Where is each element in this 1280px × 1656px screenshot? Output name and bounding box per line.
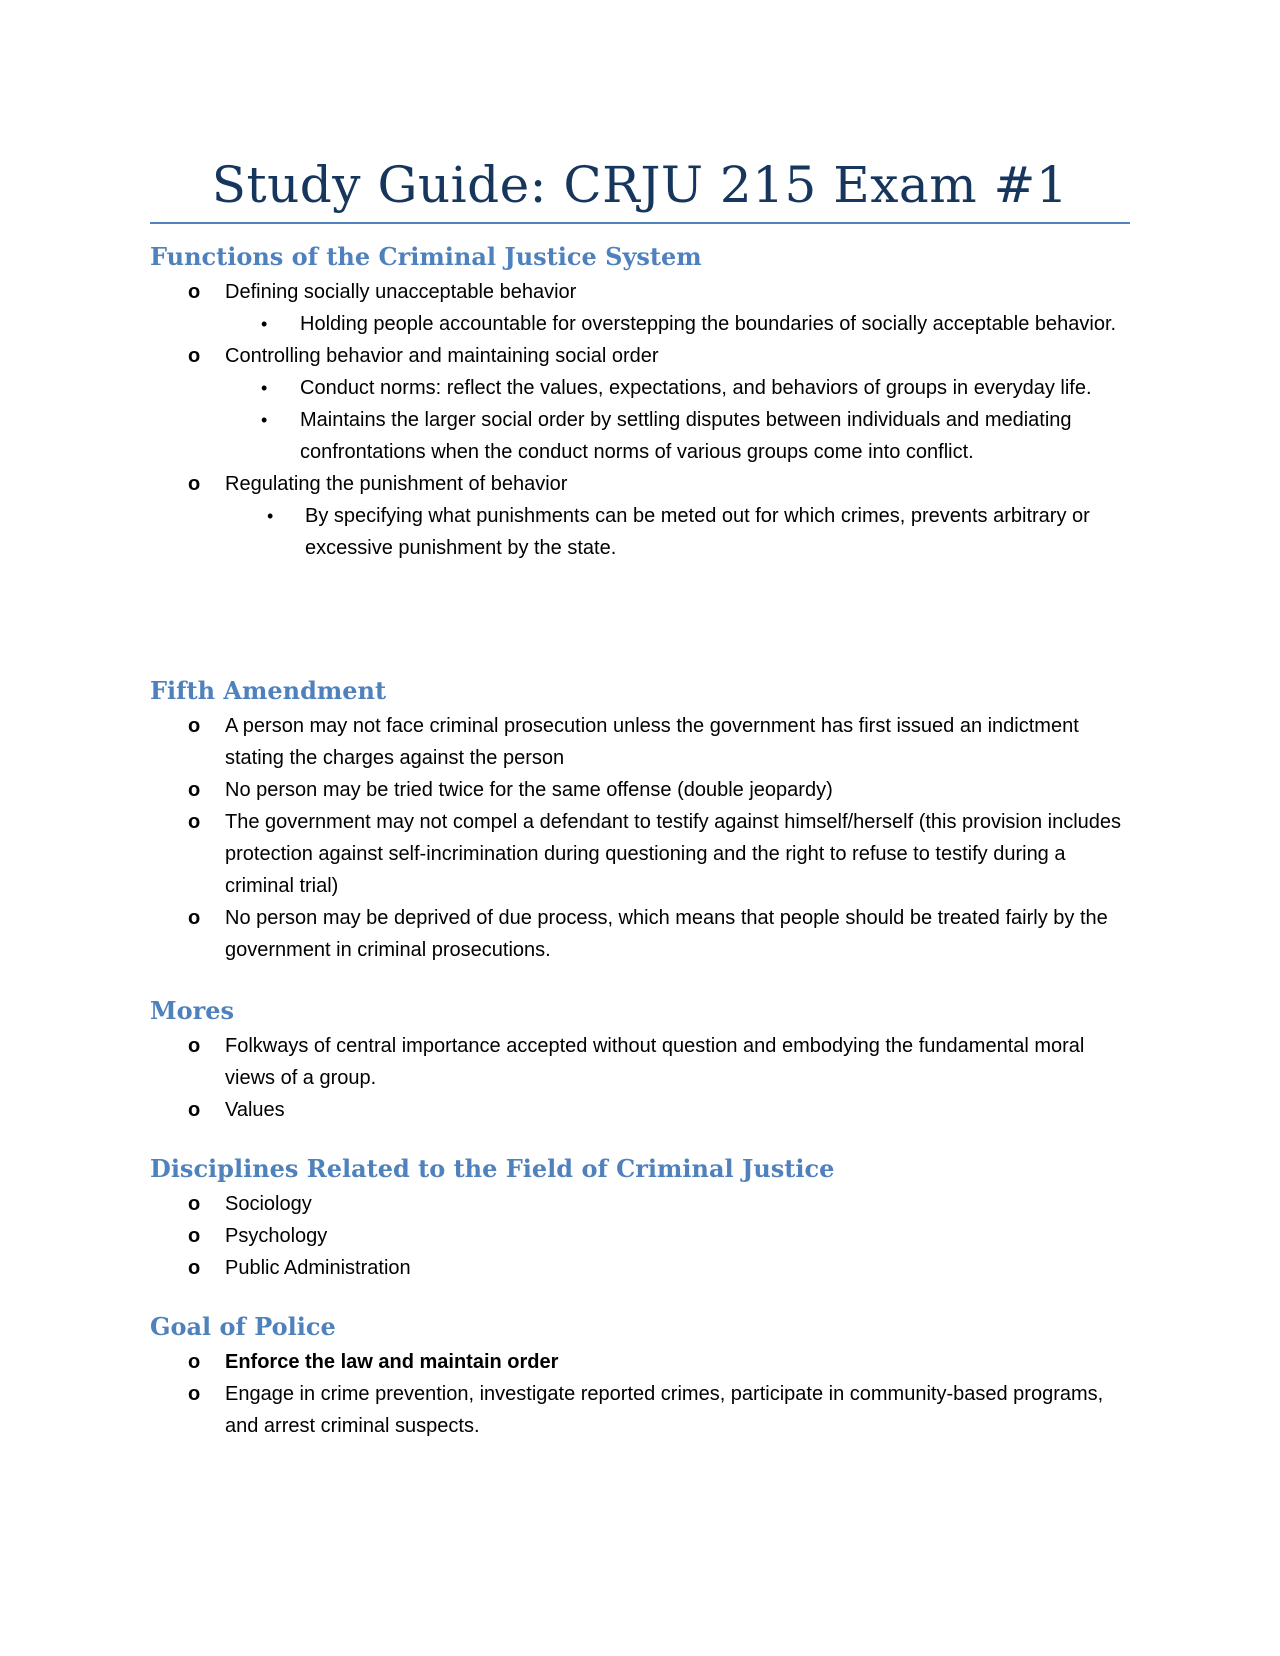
circle-bullet-icon: o bbox=[188, 779, 201, 801]
list-item-text: No person may be tried twice for the same offense (double jeopardy) bbox=[225, 779, 833, 801]
bullet-list bbox=[150, 1030, 1130, 1126]
circle-bullet-icon: o bbox=[188, 907, 201, 929]
dot-bullet-icon: • bbox=[261, 314, 268, 334]
list-item bbox=[150, 1030, 1130, 1094]
circle-bullet-icon: o bbox=[188, 1225, 201, 1247]
sub-list bbox=[225, 372, 1130, 468]
list-item bbox=[150, 468, 1130, 564]
circle-bullet-icon: o bbox=[188, 1099, 201, 1121]
list-item bbox=[150, 1346, 1130, 1378]
circle-bullet-icon: o bbox=[188, 811, 201, 833]
circle-bullet-icon: o bbox=[188, 473, 201, 495]
list-item-text: Psychology bbox=[225, 1225, 328, 1247]
dot-bullet-icon: • bbox=[267, 506, 274, 526]
list-item bbox=[150, 1378, 1130, 1442]
list-item bbox=[150, 340, 1130, 468]
circle-bullet-icon: o bbox=[188, 1193, 201, 1215]
list-item-text: Regulating the punishment of behavior bbox=[225, 473, 568, 495]
sub-list-item-text: Conduct norms: reflect the values, expectations, and behaviors of groups in everyday life. bbox=[300, 377, 1092, 399]
circle-bullet-icon: o bbox=[188, 715, 201, 737]
title-underline bbox=[150, 222, 1130, 224]
circle-bullet-icon: o bbox=[188, 1351, 201, 1373]
sub-list-item-text: Holding people accountable for overstepping the boundaries of socially acceptable behavior. bbox=[300, 313, 1117, 335]
section-mores bbox=[150, 996, 1130, 1126]
sub-list bbox=[225, 308, 1130, 340]
circle-bullet-icon: o bbox=[188, 281, 201, 303]
list-item bbox=[150, 1188, 1130, 1220]
section-heading: Goal of Police bbox=[150, 1312, 336, 1341]
list-item bbox=[150, 806, 1130, 902]
list-item-text: Sociology bbox=[225, 1193, 312, 1215]
section-fifth-amendment bbox=[150, 676, 1130, 966]
sub-list-item bbox=[225, 404, 1130, 468]
list-item bbox=[150, 1220, 1130, 1252]
list-item bbox=[150, 902, 1130, 966]
circle-bullet-icon: o bbox=[188, 345, 201, 367]
list-item-text: Values bbox=[225, 1099, 285, 1121]
list-item bbox=[150, 710, 1130, 774]
sub-list-item bbox=[225, 308, 1130, 340]
document-title: Study Guide: CRJU 215 Exam #1 bbox=[211, 156, 1069, 214]
list-item-text: Folkways of central importance accepted without question and embodying the fundamental moral views of a group. bbox=[225, 1035, 1085, 1089]
list-item bbox=[150, 1252, 1130, 1284]
list-item-text: No person may be deprived of due process, which means that people should be treated fairly by the government in criminal prosecutions. bbox=[225, 907, 1108, 961]
sub-list-item bbox=[225, 500, 1130, 564]
bullet-list bbox=[150, 1188, 1130, 1284]
circle-bullet-icon: o bbox=[188, 1257, 201, 1279]
dot-bullet-icon: • bbox=[261, 410, 268, 430]
section-heading: Fifth Amendment bbox=[150, 676, 387, 705]
section-heading: Disciplines Related to the Field of Criminal Justice bbox=[150, 1154, 835, 1183]
circle-bullet-icon: o bbox=[188, 1383, 201, 1405]
dot-bullet-icon: • bbox=[261, 378, 268, 398]
section-heading: Mores bbox=[150, 996, 234, 1025]
list-item-text: The government may not compel a defendant to testify against himself/herself (this provision includes protection against self-incrimination during questioning and the right to refuse to testify during a criminal trial) bbox=[225, 811, 1122, 897]
list-item-text: A person may not face criminal prosecution unless the government has first issued an indictment stating the charges against the person bbox=[225, 715, 1079, 769]
sub-list bbox=[225, 500, 1130, 564]
section-goal-of-police bbox=[150, 1312, 1130, 1442]
list-item bbox=[150, 1094, 1130, 1126]
sub-list-item-text: By specifying what punishments can be meted out for which crimes, prevents arbitrary or excessive punishment by the state. bbox=[305, 505, 1090, 559]
bullet-list bbox=[150, 276, 1130, 564]
list-item-text: Engage in crime prevention, investigate reported crimes, participate in community-based programs, and arrest criminal suspects. bbox=[225, 1383, 1104, 1437]
circle-bullet-icon: o bbox=[188, 1035, 201, 1057]
list-item-text: Controlling behavior and maintaining social order bbox=[225, 345, 659, 367]
section-disciplines bbox=[150, 1154, 1130, 1284]
list-item bbox=[150, 774, 1130, 806]
section-heading: Functions of the Criminal Justice System bbox=[150, 242, 702, 271]
bullet-list bbox=[150, 1346, 1130, 1442]
list-item-text: Defining socially unacceptable behavior bbox=[225, 281, 577, 303]
list-item-text: Enforce the law and maintain order bbox=[225, 1351, 559, 1373]
bullet-list bbox=[150, 710, 1130, 966]
sub-list-item-text: Maintains the larger social order by settling disputes between individuals and mediating confrontations when the conduct norms of various groups come into conflict. bbox=[300, 409, 1072, 463]
list-item bbox=[150, 276, 1130, 340]
list-item-text: Public Administration bbox=[225, 1257, 411, 1279]
section-functions bbox=[150, 242, 1130, 564]
sub-list-item bbox=[225, 372, 1130, 404]
